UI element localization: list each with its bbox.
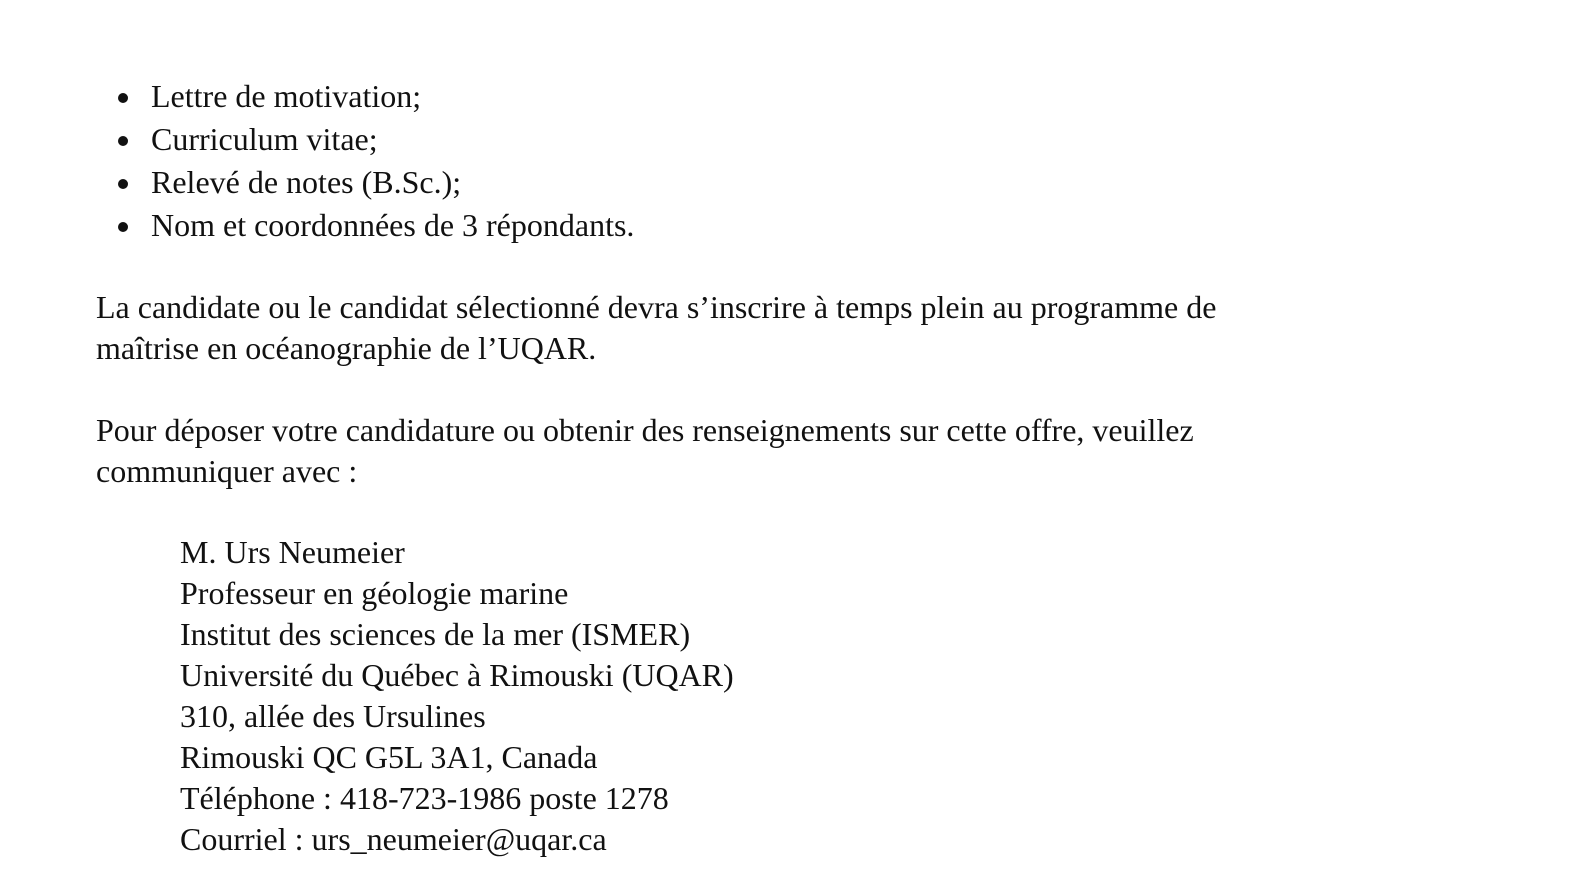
enrollment-paragraph bbox=[96, 287, 1396, 369]
contact-institute: Institut des sciences de la mer (ISMER) bbox=[180, 616, 691, 652]
contact-city: Rimouski QC G5L 3A1, Canada bbox=[180, 739, 598, 775]
list-item bbox=[96, 118, 634, 161]
list-item-text: Lettre de motivation; bbox=[151, 78, 422, 114]
contact-title: Professeur en géologie marine bbox=[180, 575, 569, 611]
contact-block bbox=[180, 532, 734, 860]
bullet-icon bbox=[118, 179, 128, 189]
contact-email: Courriel : urs_neumeier@uqar.ca bbox=[180, 821, 607, 857]
paragraph-line: maîtrise en océanographie de l’UQAR. bbox=[96, 330, 597, 366]
paragraph-line: La candidate ou le candidat sélectionné devra s’inscrire à temps plein au programme de bbox=[96, 289, 1217, 325]
list-item bbox=[96, 204, 634, 247]
list-item-text: Relevé de notes (B.Sc.); bbox=[151, 164, 462, 200]
contact-phone: Téléphone : 418-723-1986 poste 1278 bbox=[180, 780, 669, 816]
list-item bbox=[96, 161, 634, 204]
bullet-icon bbox=[118, 222, 128, 232]
list-item-text: Curriculum vitae; bbox=[151, 121, 378, 157]
bullet-icon bbox=[118, 93, 128, 103]
contact-intro-paragraph bbox=[96, 410, 1396, 492]
contact-university: Université du Québec à Rimouski (UQAR) bbox=[180, 657, 734, 693]
requirements-list bbox=[96, 75, 634, 247]
list-item-text: Nom et coordonnées de 3 répondants. bbox=[151, 207, 635, 243]
bullet-icon bbox=[118, 136, 128, 146]
contact-name: M. Urs Neumeier bbox=[180, 534, 405, 570]
paragraph-line: communiquer avec : bbox=[96, 453, 358, 489]
paragraph-line: Pour déposer votre candidature ou obtenir des renseignements sur cette offre, veuillez bbox=[96, 412, 1194, 448]
contact-street: 310, allée des Ursulines bbox=[180, 698, 486, 734]
list-item bbox=[96, 75, 634, 118]
